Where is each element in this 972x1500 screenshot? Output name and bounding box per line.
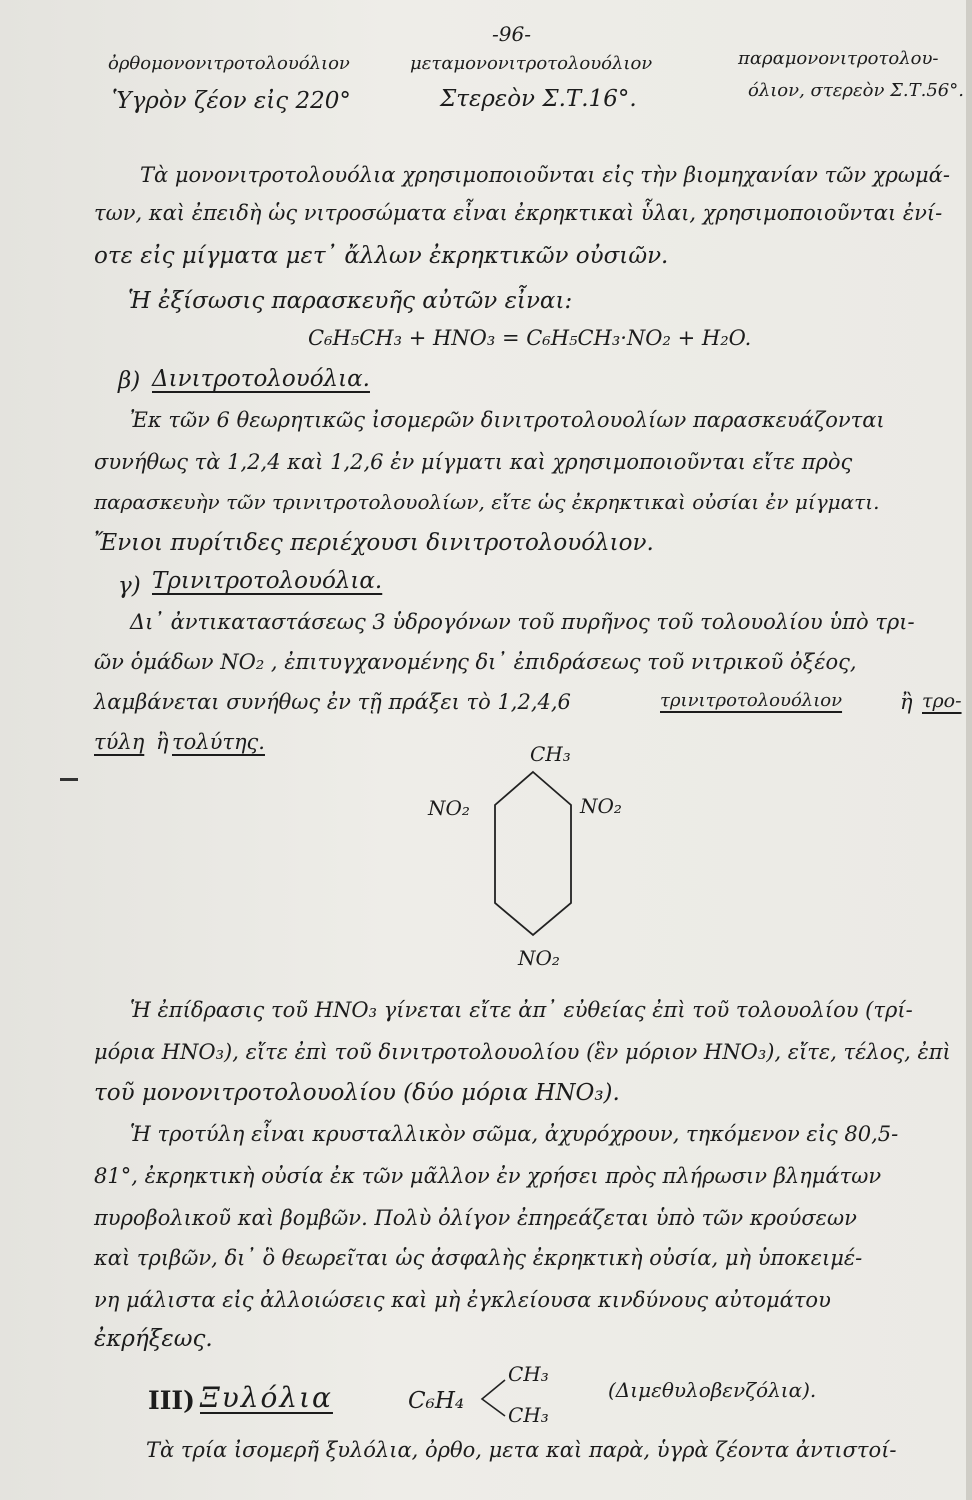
section-c-title: Τρινιτροτολουόλια. bbox=[152, 568, 383, 594]
last-line: Τὰ τρία ἰσομερῆ ξυλόλια, ὀρθο, μετα καὶ παρὰ, ὑγρὰ ζέοντα ἀντιστοί- bbox=[146, 1438, 897, 1462]
term-trinitrotoluene: τρινιτροτολουόλιον bbox=[660, 690, 843, 711]
page-number: -96- bbox=[492, 22, 531, 46]
section-c-line1: Δι᾽ ἀντικαταστάσεως 3 ὑδρογόνων τοῦ πυρῆνος τοῦ τολουολίου ὑπὸ τρι- bbox=[130, 610, 915, 634]
para3-line1: Ἡ τροτύλη εἶναι κρυσταλλικὸν σῶμα, ἀχυρόχρουν, τηκόμενον εἰς 80,5- bbox=[130, 1122, 899, 1146]
nitration-equation: C₆H₅CH₃ + HNO₃ = C₆H₅CH₃·NO₂ + H₂O. bbox=[308, 326, 752, 350]
header-col2-line2: Στερεὸν Σ.Τ.16°. bbox=[440, 86, 637, 112]
connector-or-1: ἢ bbox=[900, 690, 913, 714]
para3-line6: ἐκρήξεως. bbox=[94, 1326, 213, 1352]
section-iii-title: Ξυλόλια bbox=[200, 1381, 333, 1414]
structure-no2-left: NO₂ bbox=[428, 796, 470, 820]
xylene-ch3-bottom: CH₃ bbox=[508, 1403, 549, 1427]
section-b-line4: Ἔνιοι πυρίτιδες περιέχουσι δινιτροτολουόλιον. bbox=[94, 530, 654, 556]
para1-line4: Ἡ ἐξίσωσις παρασκευῆς αὐτῶν εἶναι: bbox=[128, 288, 573, 314]
para2-line2: μόρια HNO₃), εἴτε ἐπὶ τοῦ δινιτροτολουολίου (ἓν μόριον HNO₃), εἴτε, τέλος, ἐπὶ bbox=[94, 1040, 951, 1064]
section-c-line2: ῶν ὁμάδων NO₂ , ἐπιτυγχανομένης δι᾽ ἐπιδράσεως τοῦ νιτρικοῦ ὀξέος, bbox=[94, 650, 857, 674]
structure-ch3: CH₃ bbox=[530, 742, 571, 766]
structure-no2-right: NO₂ bbox=[580, 794, 622, 818]
header-col3-line2: όλιον, στερεὸν Σ.Τ.56°. bbox=[748, 80, 964, 101]
header-col2-line1: μεταμονονιτροτολουόλιον bbox=[410, 53, 653, 74]
xylene-formula-base: C₆H₄ bbox=[408, 1388, 465, 1414]
section-iii-numeral: III) bbox=[148, 1386, 195, 1415]
section-c-marker: γ) bbox=[118, 573, 141, 599]
connector-or-2: ἢ bbox=[156, 730, 169, 754]
header-col1-line2: Ὑγρὸν ζέον εἰς 220° bbox=[112, 88, 351, 114]
term-trotyl-part1: τρο- bbox=[922, 690, 962, 712]
para1-line3: οτε εἰς μίγματα μετ᾽ ἄλλων ἐκρηκτικῶν οὐσιῶν. bbox=[94, 243, 669, 269]
header-col1-line1: ὀρθομονονιτροτολουόλιον bbox=[108, 53, 350, 74]
xylene-note: (Διμεθυλοβενζόλια). bbox=[608, 1378, 817, 1402]
para1-line2: των, καὶ ἐπειδὴ ὡς νιτροσώματα εἶναι ἐκρηκτικαὶ ὗλαι, χρησιμοποιοῦνται ἐνί- bbox=[94, 201, 943, 225]
section-b-line1: Ἐκ τῶν 6 θεωρητικῶς ἰσομερῶν δινιτροτολουολίων παρασκευάζονται bbox=[130, 408, 885, 432]
para3-line5: νη μάλιστα εἰς ἀλλοιώσεις καὶ μὴ ἐγκλείουσα κινδύνους αὐτομάτου bbox=[94, 1288, 831, 1312]
para3-line3: πυροβολικοῦ καὶ βομβῶν. Πολὺ ὀλίγον ἐπηρεάζεται ὑπὸ τῶν κρούσεων bbox=[94, 1206, 857, 1230]
para1-line1: Τὰ μονονιτροτολουόλια χρησιμοποιοῦνται εἰς τὴν βιομηχανίαν τῶν χρωμά- bbox=[140, 163, 950, 187]
section-b-line3: παρασκευὴν τῶν τρινιτροτολουολίων, εἴτε ὡς ἐκρηκτικαὶ οὐσίαι ἐν μίγματι. bbox=[94, 490, 880, 514]
section-b-marker: β) bbox=[118, 368, 141, 394]
term-tolite: τολύτης. bbox=[172, 730, 265, 754]
para3-line4: καὶ τριβῶν, δι᾽ ὃ θεωρεῖται ὡς ἀσφαλὴς ἐκρηκτικὴ οὐσία, μὴ ὑποκειμέ- bbox=[94, 1246, 863, 1270]
xylene-ch3-top: CH₃ bbox=[508, 1362, 549, 1386]
para2-line1: Ἡ ἐπίδρασις τοῦ HNO₃ γίνεται εἴτε ἀπ᾽ εὐθείας ἐπὶ τοῦ τολουολίου (τρί- bbox=[130, 998, 913, 1022]
section-b-title: Δινιτροτολουόλια. bbox=[152, 366, 370, 392]
section-c-line3: λαμβάνεται συνήθως ἐν τῇ πράξει τὸ 1,2,4,6 bbox=[94, 690, 571, 714]
para2-line3: τοῦ μονονιτροτολουολίου (δύο μόρια HNO₃). bbox=[94, 1080, 620, 1106]
section-b-line2: συνήθως τὰ 1,2,4 καὶ 1,2,6 ἐν μίγματι καὶ χρησιμοποιοῦνται εἴτε πρὸς bbox=[94, 450, 853, 474]
term-trotyl-part2: τύλη bbox=[94, 730, 145, 754]
structure-no2-bottom: NO₂ bbox=[518, 946, 560, 970]
para3-line2: 81°, ἐκρηκτικὴ οὐσία ἐκ τῶν μᾶλλον ἐν χρήσει πρὸς πλήρωσιν βλημάτων bbox=[94, 1164, 882, 1188]
header-col3-line1: παραμονονιτροτολου- bbox=[738, 48, 939, 69]
